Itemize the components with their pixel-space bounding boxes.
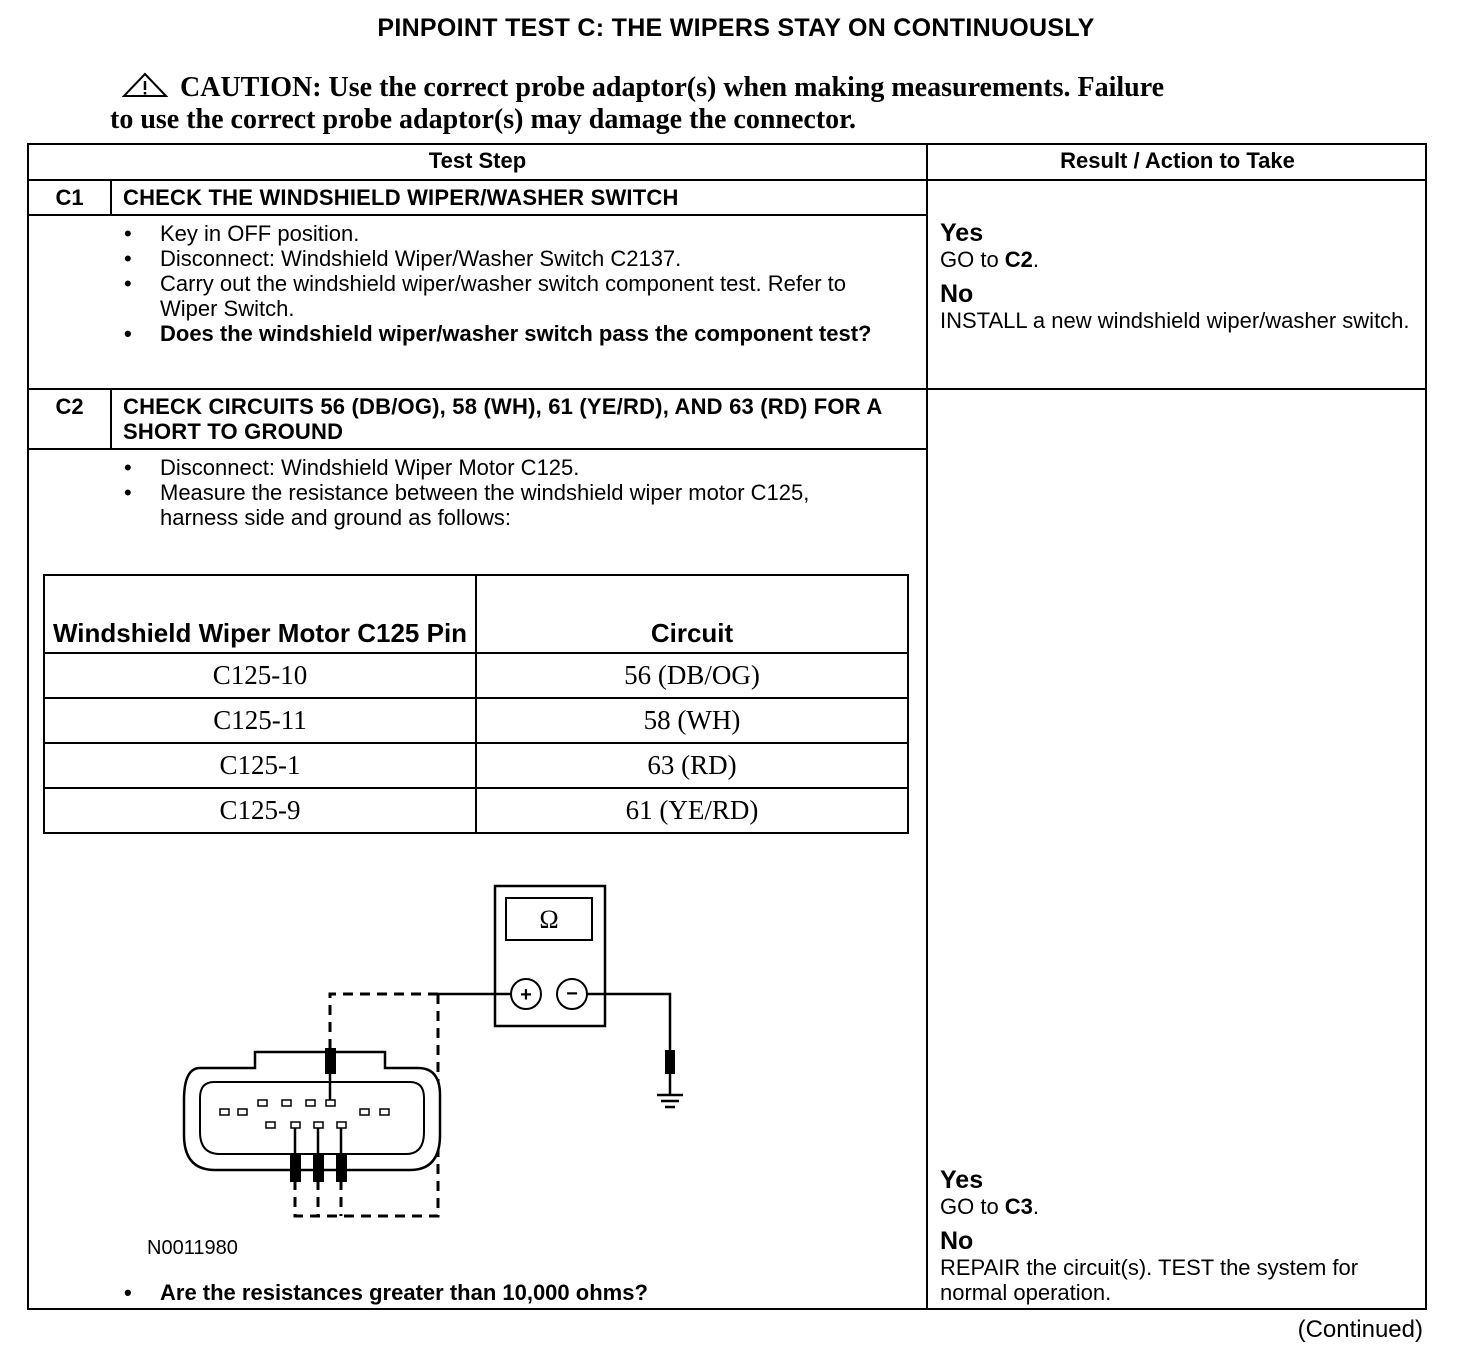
no-label: No [940,1227,974,1255]
pin-circuit-table [43,574,909,834]
circuit-cell: 56 (DB/OG) [476,653,908,698]
figure-code: N0011980 [147,1237,238,1259]
continued-note: (Continued) [1297,1316,1423,1343]
table-row [44,698,908,743]
result-c2 [940,1166,1415,1305]
caution-line-1: CAUTION: Use the correct probe adaptor(s) when making measurements. Failure [180,72,1165,103]
list-item: • Key in OFF position. [124,221,884,246]
goto-step-link[interactable]: C3 [1004,1194,1033,1219]
list-item: • Does the windshield wiper/washer switch pass the component test? [124,321,884,346]
no-label: No [940,280,974,308]
list-item: • Disconnect: Windshield Wiper Motor C125. [124,455,884,480]
header-result-action: Result / Action to Take [1060,148,1295,173]
pin-column-header: Windshield Wiper Motor C125 Pin [44,575,476,653]
step-c2-instructions [124,455,884,530]
no-action: REPAIR the circuit(s). TEST the system for normal operation. [940,1255,1359,1305]
table-row [44,743,908,788]
step-id-c2: C2 [55,394,84,419]
yes-action: GO to C2. [940,247,1040,272]
step-id-c1: C1 [55,185,84,210]
circuit-cell: 58 (WH) [476,698,908,743]
circuit-column-header: Circuit [476,575,908,653]
plus-terminal-label: + [520,984,532,1006]
header-test-step: Test Step [428,148,527,173]
circuit-cell: 61 (YE/RD) [476,788,908,833]
list-item: • Are the resistances greater than 10,000 ohms? [124,1280,884,1305]
c125-connector-icon [184,1048,440,1182]
list-item: • Measure the resistance between the windshield wiper motor C125, harness side and ground as follows: [124,480,884,530]
warning-triangle-icon [122,72,168,98]
pin-cell: C125-10 [44,653,476,698]
page-title: PINPOINT TEST C: THE WIPERS STAY ON CONTINUOUSLY [377,14,1095,42]
circuit-cell: 63 (RD) [476,743,908,788]
list-item: • Carry out the windshield wiper/washer switch component test. Refer to Wiper Switch. [124,271,884,321]
caution-note [110,72,1410,136]
ground-symbol-icon [657,1095,683,1107]
caution-line-2: to use the correct probe adaptor(s) may damage the connector. [110,104,857,135]
pin-cell: C125-11 [44,698,476,743]
list-item: • Disconnect: Windshield Wiper/Washer Switch C2137. [124,246,884,271]
table-row [44,653,908,698]
result-c1 [940,219,1415,333]
ohmmeter-connector-diagram [170,880,710,1225]
yes-action: GO to C3. [940,1194,1040,1219]
goto-step-link[interactable]: C2 [1004,247,1033,272]
ohm-symbol: Ω [539,905,559,934]
step-title-c1: CHECK THE WINDSHIELD WIPER/WASHER SWITCH [123,185,679,210]
yes-label: Yes [940,1166,984,1194]
step-c1-instructions [124,221,884,346]
minus-terminal-label: − [566,983,578,1005]
step-c2-question [124,1280,884,1305]
step-title-c2: CHECK CIRCUITS 56 (DB/OG), 58 (WH), 61 (YE/RD), AND 63 (RD) FOR A SHORT TO GROUND [123,394,882,444]
pin-cell: C125-9 [44,788,476,833]
ohmmeter-icon [495,886,605,1026]
pin-cell: C125-1 [44,743,476,788]
table-row [44,788,908,833]
yes-label: Yes [940,219,984,247]
no-action: INSTALL a new windshield wiper/washer switch. [940,308,1410,333]
